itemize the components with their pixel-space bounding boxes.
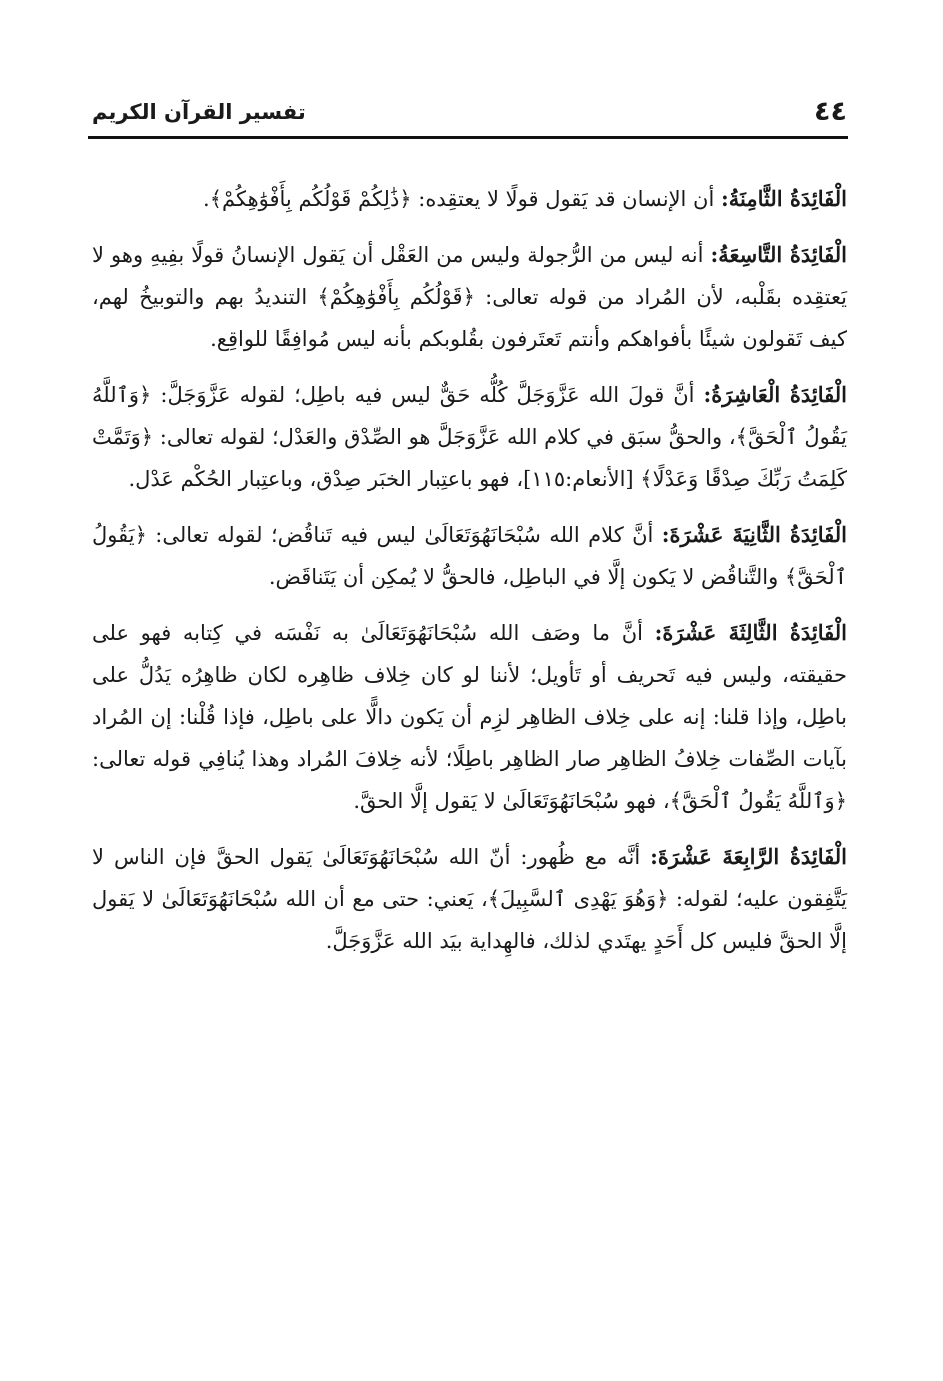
page-body — [92, 178, 847, 976]
faida-label: الْفَائِدَةُ الْعَاشِرَةُ: — [703, 382, 847, 407]
header-divider — [88, 136, 848, 139]
paragraph-text: أنَّ ما وصَف الله سُبْحَانَهُوَتَعَالَىٰ به نَفْسَه في كِتابه فهو على حقيقته، وليس فيه تَحريف أو تَأويل؛ لأننا لو كان خِلاف ظاهِره لكان ظاهِرُه يَدُلُّ على باطِل، وإذا قلنا: إنه على خِلاف الظاهِر لزِم أن يَكون دالًّا على باطِل، فإذا قُلْنا: إن المُراد بآيات الصِّفات خِلافُ الظاهِر صار الظاهِر باطِلًا؛ لأنه خِلافَ المُراد وهذا يُنافِي قوله تعالى: ﴿وَٱللَّهُ يَقُولُ ٱلْحَقَّ﴾، فهو سُبْحَانَهُوَتَعَالَىٰ لا يَقول إلَّا الحقَّ. — [92, 621, 847, 813]
paragraph-faida-8 — [92, 178, 847, 220]
paragraph-faida-13 — [92, 612, 847, 822]
paragraph-text: أنَّه مع ظُهور: أنّ الله سُبْحَانَهُوَتَعَالَىٰ يَقول الحقَّ فإن الناس لا يَتَّفِقون عليه؛ لقوله: ﴿وَهُوَ يَهْدِى ٱلسَّبِيلَ﴾، يَعني: حتى مع أن الله سُبْحَانَهُوَتَعَالَىٰ لا يَقول إلَّا الحقَّ فليس كل أَحَدٍ يهتَدي لذلك، فالهِداية بيَد الله عَزَّوَجَلَّ. — [92, 845, 847, 953]
faida-label: الْفَائِدَةُ الرَّابِعَةَ عَشْرَةَ: — [650, 844, 847, 869]
page-header — [92, 96, 847, 136]
faida-label: الْفَائِدَةُ الثَّالِثَةَ عَشْرَةَ: — [654, 620, 847, 645]
paragraph-text: أنه ليس من الرُّجولة وليس من العَقْل أن يَقول الإنسانُ قولًا بفِيهِ وهو لا يَعتقِده بقَلْبه، لأن المُراد من قوله تعالى: ﴿قَوْلُكُم بِأَفْوَٰهِكُمْ﴾ التنديدُ بهم والتوبيخُ لهم، كيف تَقولون شيئًا بأفواهكم وأنتم تَعتَرفون بقُلوبكم بأنه ليس مُوافِقًا للواقِع. — [92, 243, 847, 351]
paragraph-faida-14 — [92, 836, 847, 962]
faida-label: الْفَائِدَةُ الثَّانِيَةَ عَشْرَةَ: — [661, 522, 847, 547]
paragraph-text: أن الإنسان قد يَقول قولًا لا يعتقِده: ﴿ذَٰلِكُمْ قَوْلُكُم بِأَفْوَٰهِكُمْ﴾. — [203, 187, 721, 211]
paragraph-faida-10 — [92, 374, 847, 500]
paragraph-text: أنَّ كلام الله سُبْحَانَهُوَتَعَالَىٰ ليس فيه تَناقُض؛ لقوله تعالى: ﴿يَقُولُ ٱلْحَقَّ﴾ والتَّناقُض لا يَكون إلَّا في الباطِل، فالحقُّ لا يُمكِن أن يَتَناقَض. — [92, 523, 847, 589]
page-number: ٤٤ — [814, 96, 847, 127]
faida-label: الْفَائِدَةُ التَّاسِعَةُ: — [710, 242, 847, 267]
faida-label: الْفَائِدَةُ الثَّامِنَةُ: — [721, 186, 847, 211]
running-title: تفسير القرآن الكريم — [92, 100, 306, 124]
paragraph-faida-9 — [92, 234, 847, 360]
paragraph-text: أنَّ قولَ الله عَزَّوَجَلَّ كُلُّه حَقٌّ ليس فيه باطِل؛ لقوله عَزَّوَجَلَّ: ﴿وَٱللَّهُ يَقُولُ ٱلْحَقَّ﴾، والحقُّ سبَق في كلام الله عَزَّوَجَلَّ هو الصِّدْق والعَدْل؛ لقوله تعالى: ﴿وَتَمَّتْ كَلِمَتُ رَبِّكَ صِدْقًا وَعَدْلًا﴾ [الأنعام:١١٥]، فهو باعتِبار الخبَر صِدْق، وباعتِبار الحُكْم عَدْل. — [92, 383, 847, 491]
paragraph-faida-12 — [92, 514, 847, 598]
